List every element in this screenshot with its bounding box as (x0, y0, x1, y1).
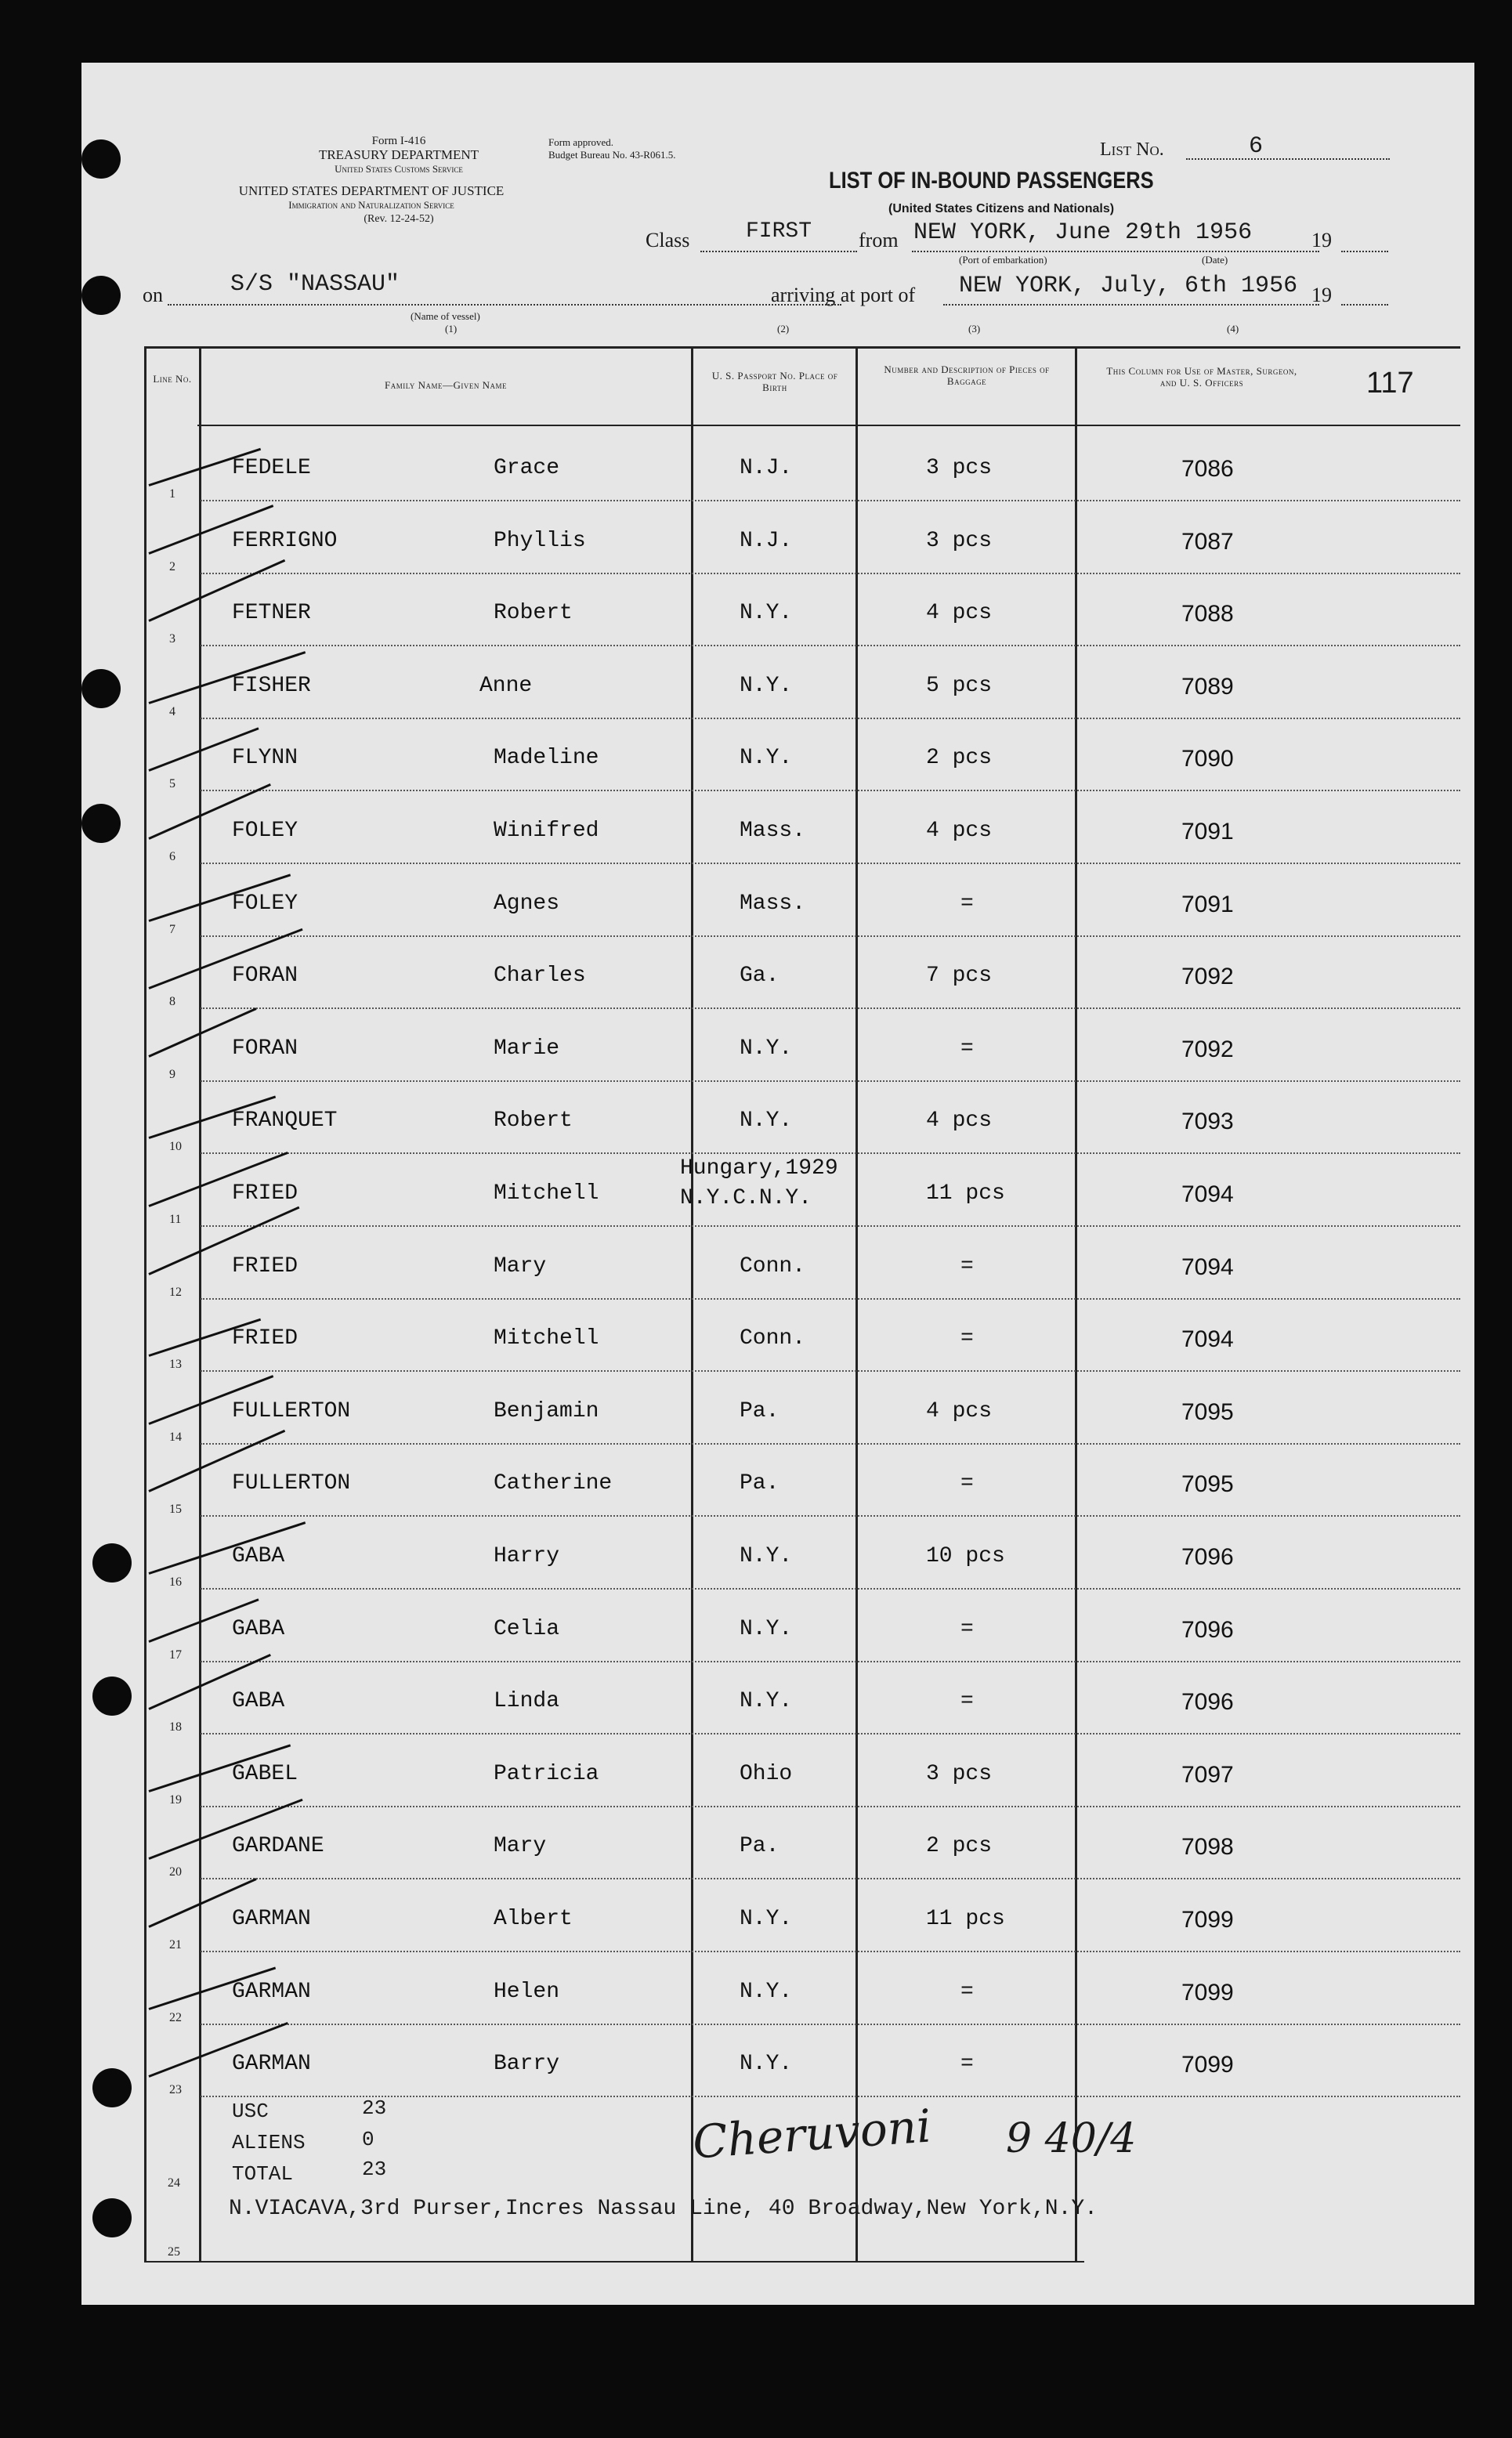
col-num-2: (2) (777, 323, 790, 335)
family-name: FRIED (232, 1181, 298, 1206)
line-number: 22 (169, 2010, 182, 2024)
family-name: FRANQUET (232, 1109, 338, 1134)
budget-bureau: Budget Bureau No. 43-R061.5. (548, 149, 676, 161)
line-number: 17 (169, 1648, 182, 1662)
given-name: Mary (494, 1253, 547, 1279)
vessel-caption: (Name of vessel) (411, 310, 480, 322)
family-name: FISHER (232, 673, 311, 698)
officer-number: 7095 (1181, 1471, 1234, 1498)
line-number: 13 (169, 1358, 182, 1372)
baggage-count: 4 pcs (926, 601, 993, 626)
baggage-count: 2 pcs (926, 746, 993, 771)
line-number: 8 (169, 995, 175, 1009)
page-number: 117 (1366, 367, 1414, 400)
family-name: FETNER (232, 601, 311, 626)
table-row (81, 1662, 1460, 1734)
aliens-value: 0 (362, 2128, 374, 2151)
class-label: Class (646, 229, 690, 251)
place-of-birth: N.Y. (740, 746, 793, 771)
baggage-count: = (960, 1471, 974, 1496)
baggage-count: 11 pcs (926, 1181, 1005, 1206)
binder-hole (92, 2068, 132, 2107)
table-row (81, 1807, 1460, 1879)
given-name: Barry (494, 2052, 560, 2077)
baggage-count: 4 pcs (926, 1109, 993, 1134)
given-name: Charles (494, 964, 586, 989)
place-of-birth-extra: Hungary,1929 (680, 1156, 838, 1181)
officer-number: 7093 (1181, 1109, 1234, 1135)
embark-port-date: NEW YORK, June 29th 1956 (913, 219, 1253, 246)
given-name: Helen (494, 1979, 560, 2004)
given-name: Anne (479, 673, 533, 698)
officer-number: 7099 (1181, 2052, 1234, 2078)
line-number: 11 (169, 1213, 182, 1226)
given-name: Benjamin (494, 1398, 599, 1423)
place-of-birth: N.Y. (740, 1907, 793, 1931)
given-name: Mary (494, 1834, 547, 1859)
form-approved: Form approved. (548, 136, 614, 148)
given-name: Winifred (494, 819, 599, 843)
list-no-label: List No. (1100, 139, 1164, 160)
given-name: Madeline (494, 746, 599, 771)
form-number: Form I-416 (371, 135, 426, 147)
table-row (81, 1953, 1460, 2025)
baggage-count: = (960, 1036, 974, 1061)
table-row (81, 1155, 1460, 1227)
line-number: 18 (169, 1720, 182, 1734)
baggage-count: 3 pcs (926, 456, 993, 480)
family-name: FORAN (232, 964, 298, 989)
family-name: FOLEY (232, 819, 298, 843)
officer-number: 7094 (1181, 1326, 1234, 1353)
place-of-birth: N.Y. (740, 2052, 793, 2077)
line-number: 9 (169, 1067, 175, 1081)
baggage-count: 10 pcs (926, 1544, 1005, 1568)
line-number: 2 (169, 559, 175, 573)
officer-number: 7088 (1181, 601, 1234, 628)
arriving-label: arriving at port of (771, 284, 916, 306)
place-of-birth: Conn. (740, 1253, 806, 1279)
col-header-baggage: Number and Description of Pieces of Baggage (884, 364, 1050, 387)
usc-label: USC (232, 2100, 269, 2123)
binder-hole (81, 276, 121, 315)
officer-number: 7098 (1181, 1834, 1234, 1861)
aliens-label: ALIENS (232, 2131, 306, 2154)
line-number: 5 (169, 777, 175, 791)
given-name: Harry (494, 1544, 560, 1568)
col-header-passport: U. S. Passport No. Place of Birth (711, 370, 838, 393)
family-name: GABA (232, 1544, 285, 1568)
baggage-count: = (960, 1979, 974, 2004)
place-of-birth: N.Y.C.N.Y. (680, 1186, 812, 1210)
officer-number: 7096 (1181, 1689, 1234, 1716)
binder-hole (92, 1543, 132, 1583)
family-name: FEDELE (232, 456, 311, 480)
place-of-birth: N.J. (740, 456, 793, 480)
officer-number: 7089 (1181, 673, 1234, 700)
purser-line: N.VIACAVA,3rd Purser,Incres Nassau Line, 40 Broadway,New York,N.Y. (229, 2197, 1098, 2221)
line-number: 4 (169, 704, 175, 718)
table-row (81, 719, 1460, 791)
family-name: GARMAN (232, 2052, 311, 2077)
binder-hole (92, 2198, 132, 2237)
immigration-service: Immigration and Naturalization Service (288, 199, 454, 211)
baggage-count: 4 pcs (926, 819, 993, 843)
given-name: Albert (494, 1907, 573, 1931)
year-label-2: 19 (1311, 284, 1332, 306)
table-row (81, 865, 1460, 937)
line-number: 6 (169, 850, 175, 863)
line-number: 14 (169, 1430, 182, 1444)
given-name: Phyllis (494, 528, 586, 553)
table-row (81, 792, 1460, 864)
line-number: 15 (169, 1503, 182, 1517)
family-name: FULLERTON (232, 1471, 351, 1496)
given-name: Grace (494, 456, 560, 480)
officer-number: 7086 (1181, 456, 1234, 482)
line-number: 23 (169, 2083, 182, 2097)
baggage-count: = (960, 1326, 974, 1351)
table-row (81, 574, 1460, 646)
col-num-1: (1) (445, 323, 458, 335)
line-number: 10 (169, 1140, 182, 1154)
family-name: FRIED (232, 1253, 298, 1279)
col-header-line: Line No. (153, 373, 192, 385)
from-label: from (859, 229, 899, 251)
table-row (81, 429, 1460, 501)
manifest-sheet (81, 63, 1474, 2305)
binder-hole (81, 139, 121, 179)
line-number: 21 (169, 1938, 182, 1951)
place-of-birth: Pa. (740, 1398, 780, 1423)
officer-number: 7092 (1181, 1036, 1234, 1062)
place-of-birth: N.Y. (740, 601, 793, 626)
port-embarkation-caption: (Port of embarkation) (959, 254, 1047, 266)
class-value: FIRST (746, 219, 812, 244)
baggage-count: 2 pcs (926, 1834, 993, 1859)
baggage-count: = (960, 1616, 974, 1641)
line-number: 12 (169, 1285, 182, 1299)
justice-dept: UNITED STATES DEPARTMENT OF JUSTICE (238, 183, 505, 198)
given-name: Agnes (494, 891, 560, 916)
usc-value: 23 (362, 2096, 387, 2120)
on-label: on (143, 284, 163, 306)
table-row (81, 1010, 1460, 1082)
date-caption: (Date) (1202, 254, 1228, 266)
place-of-birth: N.Y. (740, 1979, 793, 2004)
place-of-birth: N.Y. (740, 1689, 793, 1714)
place-of-birth: N.Y. (740, 1109, 793, 1134)
officer-number: 7099 (1181, 1979, 1234, 2006)
given-name: Robert (494, 1109, 573, 1134)
list-no-value: 6 (1249, 133, 1264, 160)
given-name: Mitchell (494, 1326, 599, 1351)
family-name: GABEL (232, 1761, 298, 1786)
officer-number: 7095 (1181, 1398, 1234, 1425)
inspection-time: 9 40/4 (1006, 2115, 1137, 2162)
place-of-birth: N.Y. (740, 1544, 793, 1568)
binder-hole (92, 1677, 132, 1716)
arrival-port-date: NEW YORK, July, 6th 1956 (959, 273, 1298, 299)
baggage-count: = (960, 1689, 974, 1714)
col-num-3: (3) (968, 323, 981, 335)
baggage-count: = (960, 1253, 974, 1279)
table-row (81, 1300, 1460, 1372)
col-header-name: Family Name—Given Name (385, 379, 507, 391)
baggage-count: 5 pcs (926, 673, 993, 698)
baggage-count: 3 pcs (926, 528, 993, 553)
line-number: 20 (169, 1865, 182, 1879)
place-of-birth: N.Y. (740, 1036, 793, 1061)
given-name: Catherine (494, 1471, 613, 1496)
table-row (81, 1517, 1460, 1590)
place-of-birth: Pa. (740, 1471, 780, 1496)
col-num-4: (4) (1227, 323, 1239, 335)
baggage-count: = (960, 891, 974, 916)
vessel-name: S/S "NASSAU" (230, 271, 400, 298)
family-name: FLYNN (232, 746, 298, 771)
family-name: FERRIGNO (232, 528, 338, 553)
family-name: GABA (232, 1689, 285, 1714)
col-header-officers: This Column for Use of Master, Surgeon, and U. S. Officers (1106, 365, 1297, 389)
given-name: Robert (494, 601, 573, 626)
table-row (81, 937, 1460, 1009)
officer-number: 7096 (1181, 1616, 1234, 1643)
table-row (81, 1228, 1460, 1300)
given-name: Celia (494, 1616, 560, 1641)
family-name: GABA (232, 1616, 285, 1641)
total-label: TOTAL (232, 2162, 294, 2186)
total-value: 23 (362, 2158, 387, 2181)
officer-number: 7092 (1181, 964, 1234, 990)
customs-service: United States Customs Service (335, 163, 463, 175)
place-of-birth: Ga. (740, 964, 780, 989)
table-row (81, 1590, 1460, 1662)
page-title: LIST OF IN-BOUND PASSENGERS (829, 168, 1154, 194)
line-number-25: 25 (168, 2245, 180, 2259)
family-name: GARMAN (232, 1979, 311, 2004)
officer-number: 7096 (1181, 1544, 1234, 1570)
binder-hole (81, 804, 121, 843)
family-name: GARDANE (232, 1834, 324, 1859)
baggage-count: 11 pcs (926, 1907, 1005, 1931)
place-of-birth: Ohio (740, 1761, 793, 1786)
family-name: FULLERTON (232, 1398, 351, 1423)
officer-number: 7099 (1181, 1907, 1234, 1933)
family-name: FORAN (232, 1036, 298, 1061)
place-of-birth: N.Y. (740, 1616, 793, 1641)
line-number: 3 (169, 632, 175, 646)
line-number-24: 24 (168, 2176, 180, 2190)
table-row (81, 502, 1460, 574)
given-name: Linda (494, 1689, 560, 1714)
year-label-1: 19 (1311, 229, 1332, 251)
line-number: 16 (169, 1575, 182, 1589)
page-subtitle: (United States Citizens and Nationals) (888, 202, 1115, 215)
given-name: Marie (494, 1036, 560, 1061)
baggage-count: 7 pcs (926, 964, 993, 989)
table-row (81, 1735, 1460, 1807)
officer-number: 7091 (1181, 891, 1234, 917)
line-number: 1 (169, 487, 175, 501)
place-of-birth: Conn. (740, 1326, 806, 1351)
table-row (81, 1373, 1460, 1445)
line-number: 7 (169, 922, 175, 936)
officer-number: 7097 (1181, 1761, 1234, 1788)
place-of-birth: Pa. (740, 1834, 780, 1859)
place-of-birth: Mass. (740, 819, 806, 843)
baggage-count: 3 pcs (926, 1761, 993, 1786)
officer-number: 7091 (1181, 819, 1234, 845)
treasury-dept: TREASURY DEPARTMENT (318, 147, 479, 162)
officer-number: 7094 (1181, 1253, 1234, 1280)
family-name: FOLEY (232, 891, 298, 916)
family-name: GARMAN (232, 1907, 311, 1931)
officer-number: 7090 (1181, 746, 1234, 772)
officer-number: 7087 (1181, 528, 1234, 555)
baggage-count: 4 pcs (926, 1398, 993, 1423)
family-name: FRIED (232, 1326, 298, 1351)
inspector-signature: Cheruvoni (690, 2099, 933, 2169)
place-of-birth: N.Y. (740, 673, 793, 698)
table-row (81, 1082, 1460, 1154)
binder-hole (81, 669, 121, 708)
given-name: Mitchell (494, 1181, 599, 1206)
line-number: 19 (169, 1792, 182, 1807)
place-of-birth: Mass. (740, 891, 806, 916)
revision-date: (Rev. 12-24-52) (364, 213, 434, 225)
baggage-count: = (960, 2052, 974, 2077)
table-row (81, 1880, 1460, 1952)
officer-number: 7094 (1181, 1181, 1234, 1207)
table-row (81, 1445, 1460, 1517)
given-name: Patricia (494, 1761, 599, 1786)
table-row (81, 647, 1460, 719)
place-of-birth: N.J. (740, 528, 793, 553)
table-row (81, 2025, 1460, 2097)
